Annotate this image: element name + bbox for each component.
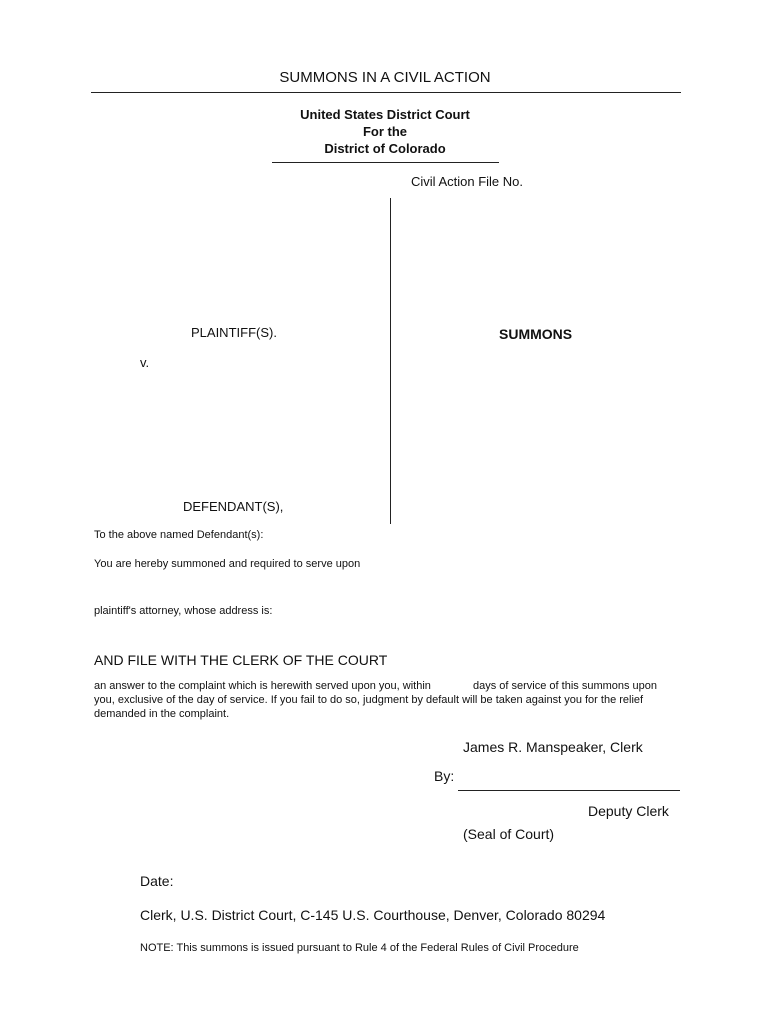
by-label: By: (434, 768, 455, 784)
plaintiff-label: PLAINTIFF(S). (191, 325, 277, 340)
civil-action-file-label: Civil Action File No. (411, 174, 523, 189)
title-rule (91, 92, 681, 93)
defendant-label: DEFENDANT(S), (183, 499, 284, 514)
summoned-text: You are hereby summoned and required to serve upon (94, 558, 361, 570)
signature-line (458, 790, 680, 791)
file-with-clerk-heading: AND FILE WITH THE CLERK OF THE COURT (94, 652, 388, 668)
to-defendants-text: To the above named Defendant(s): (94, 529, 264, 541)
answer-text-line-1b: days of service of this summons upon (473, 680, 658, 692)
rule-note: NOTE: This summons is issued pursuant to Rule 4 of the Federal Rules of Civil Procedure (140, 942, 579, 954)
caption-divider (390, 198, 391, 524)
answer-text-line-3: demanded in the complaint. (94, 708, 230, 720)
answer-text-line-1a: an answer to the complaint which is herewith served upon you, within (94, 680, 431, 692)
court-line-3: District of Colorado (324, 141, 446, 156)
clerk-name: James R. Manspeaker, Clerk (463, 739, 643, 755)
versus-label: v. (140, 355, 150, 370)
court-rule (272, 162, 499, 163)
attorney-address-text: plaintiff's attorney, whose address is: (94, 605, 273, 617)
court-name-block (270, 106, 500, 157)
summons-label: SUMMONS (499, 326, 573, 342)
date-label: Date: (140, 873, 174, 889)
answer-text-line-2: you, exclusive of the day of service. If you fail to do so, judgment by default will be taken against you for the relief (94, 694, 644, 706)
clerk-address: Clerk, U.S. District Court, C-145 U.S. Courthouse, Denver, Colorado 80294 (140, 907, 606, 923)
court-line-2: For the (362, 124, 408, 139)
court-line-1: United States District Court (300, 107, 470, 122)
document-title: SUMMONS IN A CIVIL ACTION (279, 69, 491, 86)
seal-of-court-label: (Seal of Court) (463, 826, 555, 842)
deputy-clerk-label: Deputy Clerk (588, 803, 669, 819)
